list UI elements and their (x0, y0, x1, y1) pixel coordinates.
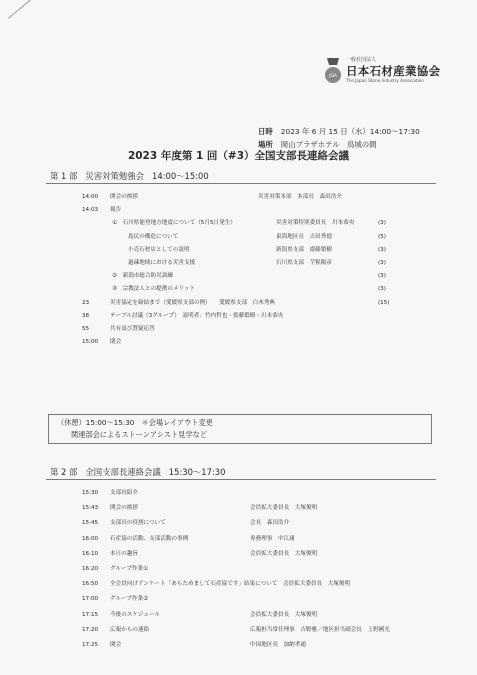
row-presenter: 新潟県支部 齋藤繁樹 (276, 246, 332, 253)
row-time: 16:10 (82, 550, 99, 557)
row-item: 災害協定を締結まで（愛媛県支部の例） 愛媛県支部 白木秀典 (110, 299, 276, 306)
row-minutes: (3) (378, 273, 386, 280)
row-item: 支部長紹介 (110, 490, 138, 496)
row-item: 支部長の役割について (110, 520, 166, 527)
row-item: ② 新潟市総合防災訓練 (112, 273, 173, 280)
row-item: テーブル討議（3グループ） 説明者：竹内哲也・齋藤繁樹・川本恭央 (110, 312, 284, 319)
org-logo (324, 56, 444, 94)
row-minutes: (3) (378, 260, 386, 266)
row-item: 閉会 (110, 339, 122, 346)
part2-divider (46, 479, 436, 480)
meeting-date (258, 126, 420, 137)
row-item: 開会の挨拶 (110, 505, 138, 512)
recess-line-2: 関連部会によるストーンアシスト見学など (71, 430, 207, 439)
row-item: 共有及び質疑応答 (110, 326, 155, 332)
place-label: 場所 (258, 140, 273, 149)
row-time: 14:03 (82, 207, 99, 214)
org-logo-mark-icon (324, 56, 342, 84)
row-minutes: (5) (378, 233, 386, 240)
part1-number: 第 1 部 (50, 171, 78, 181)
row-item: 広報からの連絡 (110, 626, 150, 633)
row-item: 報告 (110, 207, 122, 214)
part2-name: 全国支部長連絡会議 (85, 467, 161, 477)
row-presenter: 東海地区長 吉田秀德 (276, 233, 332, 240)
row-presenter: 会員拡大委員長 大塚俊明 (250, 550, 318, 557)
row-presenter: 中国地区長 加納孝通 (250, 642, 306, 648)
place-value: 岡山プラザホテル 鳥城の間 (280, 140, 377, 149)
org-name: 日本石材産業協会 (346, 64, 441, 78)
recess-box (48, 414, 432, 444)
row-minutes: (3) (378, 220, 386, 227)
row-presenter: 専務理事 中江庸 (250, 535, 295, 542)
row-item: 小売石材店としての説明 (128, 246, 190, 253)
row-item: 過疎地域における災害支援 (128, 260, 196, 266)
date-value: 2023 年 6 月 15 日（水）14:00～17:30 (280, 127, 420, 136)
svg-text:JSIA: JSIA (329, 73, 337, 78)
row-time: 17:15 (82, 611, 99, 618)
row-time: 16:20 (82, 566, 99, 572)
part1-heading (50, 170, 217, 182)
row-time: 15:43 (82, 505, 99, 512)
recess-line-1: （休憩）15:00～15:30 ＊会場レイアウト変更 (57, 418, 213, 427)
row-time: 23 (82, 299, 90, 306)
part1-name: 災害対策勉強会 (85, 171, 145, 181)
row-time: 16:50 (82, 581, 99, 588)
row-item: 閉会 (110, 642, 122, 648)
row-item: 全会員向けアンケート「あらためまして石産協です」結果について 会員拡大委員長 大塚俊明 (110, 581, 351, 588)
row-time: 55 (82, 326, 90, 332)
row-time: 15:00 (82, 339, 99, 346)
row-item: 開会の挨拶 (110, 194, 138, 200)
row-time: 16:00 (82, 535, 99, 542)
date-label: 日時 (258, 127, 273, 136)
row-item: 島民の構造について (128, 233, 179, 240)
row-item: ③ 宗教法人との提携のメリット (112, 286, 196, 293)
part2-heading (50, 466, 233, 478)
row-item: 今後のスケジュール (110, 611, 161, 618)
row-presenter: 災害対策特別委員長 川本恭央 (276, 220, 355, 227)
row-time: 15:45 (82, 520, 99, 527)
row-minutes: (15) (378, 299, 390, 306)
document-title: 2023 年度第 1 回（#3）全国支部長連絡会議 (127, 150, 350, 162)
row-time: 17:20 (82, 626, 99, 633)
row-time: 17:25 (82, 642, 99, 648)
part1-divider (46, 183, 436, 184)
row-item: ① 石川県能登地方地震について（5月5日発生） (112, 220, 236, 227)
row-item: 本日の趣旨 (110, 550, 138, 557)
row-time: 15:30 (82, 490, 99, 496)
corner-mark (8, 0, 39, 19)
row-minutes: (3) (378, 246, 386, 253)
row-item: グループ作業② (110, 596, 149, 603)
row-presenter: 広報担当常任理事 吉野雅／地区担当副会長 上野國光 (250, 626, 390, 633)
org-english-name: The Japan Stone Industry Association (346, 78, 424, 83)
row-presenter: 災害対策本部 本部長 森田浩介 (258, 194, 342, 200)
row-time: 14:00 (82, 194, 99, 200)
org-type: 一般社団法人 (346, 57, 377, 63)
row-item: 石産協の活動、支部活動の事例 (110, 535, 189, 542)
row-item: グループ作業① (110, 566, 149, 572)
row-time: 38 (82, 312, 90, 319)
row-time: 17:00 (82, 596, 99, 603)
row-presenter: 石川県支部 芋猩陽彦 (276, 260, 332, 266)
row-presenter: 会長 森田浩介 (250, 520, 290, 527)
row-minutes: (3) (378, 286, 386, 293)
part1-time: 14:00～15:00 (152, 171, 209, 181)
part2-time: 15:30～17:30 (168, 467, 226, 477)
row-presenter: 会員拡大委員長 大塚俊明 (250, 611, 318, 618)
row-presenter: 会員拡大委員長 大塚俊明 (250, 505, 318, 512)
part2-number: 第 2 部 (50, 467, 78, 477)
